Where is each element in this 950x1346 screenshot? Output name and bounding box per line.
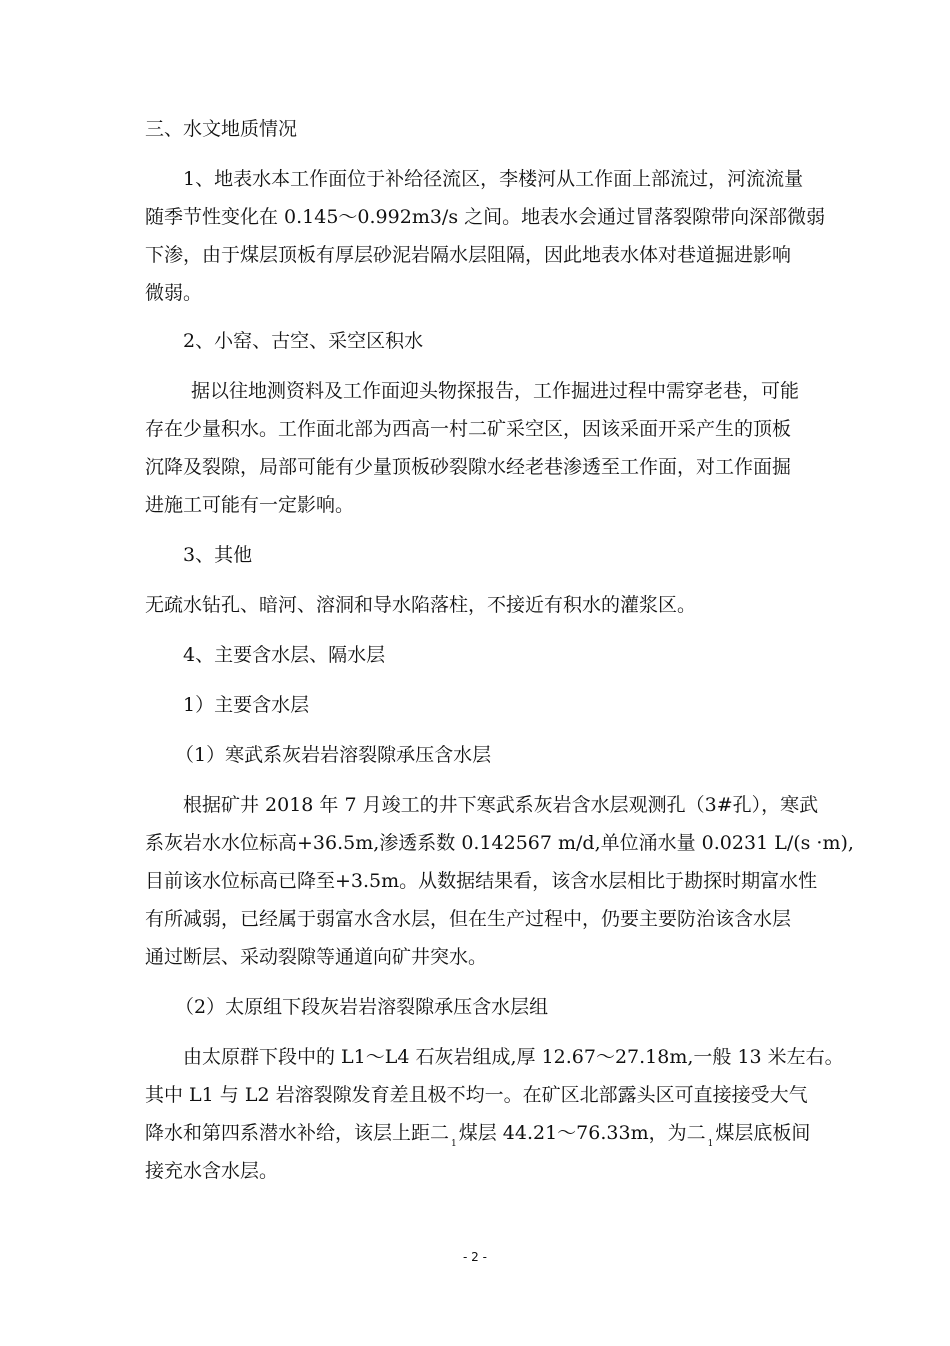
paragraph-line: 根据矿井 2018 年 7 月竣工的井下寒武系灰岩含水层观测孔（3#孔），寒武	[183, 794, 819, 816]
page-number: - 2 -	[463, 1250, 487, 1264]
section-title: 三、水文地质情况	[145, 118, 298, 140]
paragraph-line: 据以往地测资料及工作面迎头物探报告，工作掘进过程中需穿老巷，可能	[191, 380, 800, 402]
paragraph-line: 进施工可能有一定影响。	[145, 494, 355, 516]
text-run: 煤层底板间	[715, 1122, 811, 1144]
paragraph-line: 目前该水位标高已降至+3.5m。从数据结果看，该含水层相比于勘探时期富水性	[145, 870, 818, 892]
text-run: 煤层 44.21～76.33m，为二	[458, 1122, 706, 1144]
subheading: （2）太原组下段灰岩岩溶裂隙承压含水层组	[175, 996, 549, 1018]
paragraph-line: 1、地表水本工作面位于补给径流区，李楼河从工作面上部流过，河流流量	[183, 168, 804, 190]
subheading: 3、其他	[183, 544, 253, 566]
subscript: 1	[707, 1139, 714, 1149]
paragraph-line: 接充水含水层。	[145, 1160, 279, 1182]
paragraph-line: 下渗，由于煤层顶板有厚层砂泥岩隔水层阻隔，因此地表水体对巷道掘进影响	[145, 244, 792, 266]
subheading: （1）寒武系灰岩岩溶裂隙承压含水层	[175, 744, 492, 766]
paragraph-line: 通过断层、采动裂隙等通道向矿井突水。	[145, 946, 488, 968]
paragraph-line: 随季节性变化在 0.145～0.992m3/s 之间。地表水会通过冒落裂隙带向深部微弱	[145, 206, 826, 228]
paragraph-line: 微弱。	[145, 282, 203, 304]
paragraph-line: 存在少量积水。工作面北部为西高一村二矿采空区，因该采面开采产生的顶板	[145, 418, 792, 440]
paragraph-line: 有所减弱，已经属于弱富水含水层，但在生产过程中，仍要主要防治该含水层	[145, 908, 792, 930]
paragraph-line: 沉降及裂隙，局部可能有少量顶板砂裂隙水经老巷渗透至工作面，对工作面掘	[145, 456, 792, 478]
subheading: 2、小窑、古空、采空区积水	[183, 330, 424, 352]
paragraph-line: 系灰岩水水位标高+36.5m,渗透系数 0.142567 m/d,单位涌水量 0.0231 L/(s ·m),	[145, 832, 854, 854]
paragraph-line: 其中 L1 与 L2 岩溶裂隙发育差且极不均一。在矿区北部露头区可直接接受大气	[145, 1084, 808, 1106]
paragraph-line: 无疏水钻孔、暗河、溶洞和导水陷落柱，不接近有积水的灌浆区。	[145, 594, 697, 616]
paragraph-line	[145, 1120, 810, 1150]
subheading: 4、主要含水层、隔水层	[183, 644, 386, 666]
text-run: 降水和第四系潜水补给，该层上距二	[145, 1122, 450, 1144]
subheading: 1）主要含水层	[183, 694, 310, 716]
subscript: 1	[451, 1139, 457, 1149]
paragraph-line: 由太原群下段中的 L1～L4 石灰岩组成,厚 12.67～27.18m,一般 13 米左右。	[183, 1046, 844, 1068]
